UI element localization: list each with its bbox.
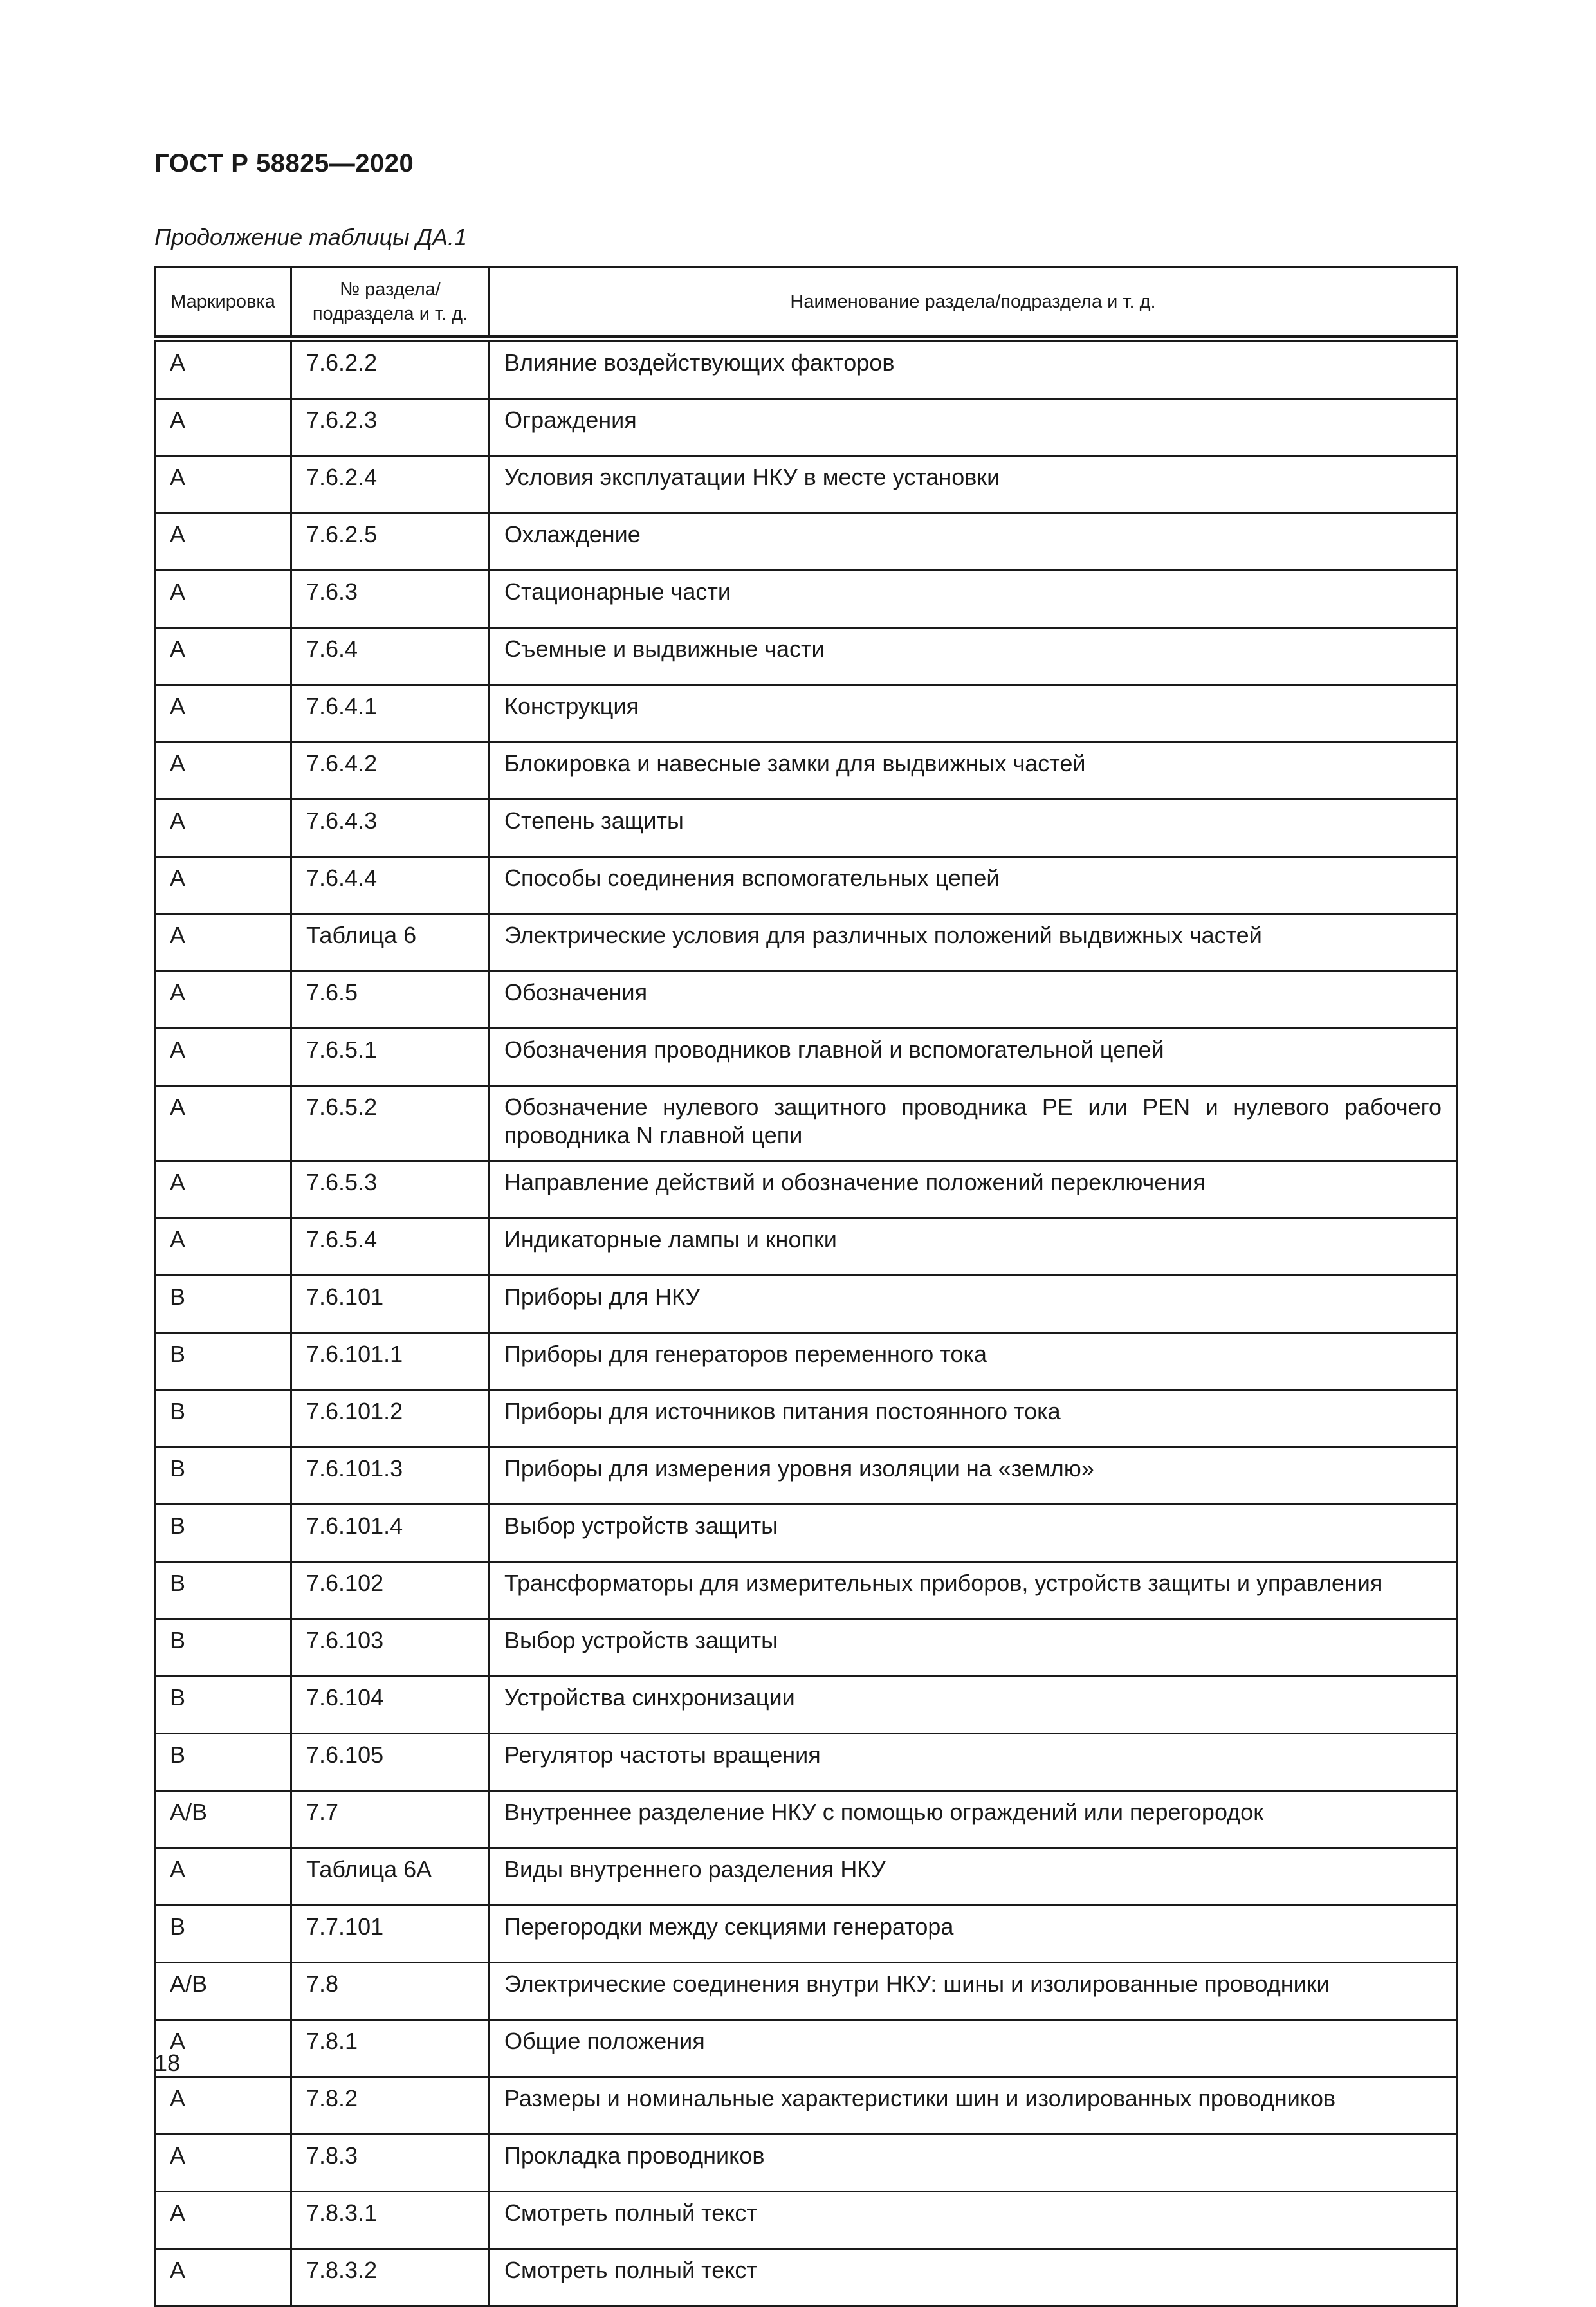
- marking-cell: B: [155, 1333, 291, 1390]
- table-row: [155, 1029, 1457, 1086]
- marking-cell: B: [155, 1276, 291, 1333]
- section-name-cell: Блокировка и навесные замки для выдвижных частей: [490, 742, 1457, 800]
- table-row: [155, 1161, 1457, 1218]
- section-name-cell: Размеры и номинальные характеристики шин и изолированных проводников: [490, 2077, 1457, 2135]
- table-row: [155, 513, 1457, 571]
- marking-cell: A: [155, 2135, 291, 2192]
- section-name-cell: Смотреть полный текст: [490, 2192, 1457, 2249]
- section-number-cell: Таблица 6А: [291, 1848, 490, 1906]
- table-row: [155, 1562, 1457, 1619]
- table-row: [155, 1677, 1457, 1734]
- marking-cell: B: [155, 1562, 291, 1619]
- table-row: [155, 1218, 1457, 1276]
- section-number-cell: 7.6.102: [291, 1562, 490, 1619]
- marking-cell: A: [155, 685, 291, 742]
- section-name-cell: Приборы для измерения уровня изоляции на «землю»: [490, 1448, 1457, 1505]
- section-name-cell: Электрические условия для различных положений выдвижных частей: [490, 914, 1457, 971]
- marking-cell: A: [155, 2020, 291, 2077]
- section-name-cell: Перегородки между секциями генератора: [490, 1906, 1457, 1963]
- marking-cell: B: [155, 1505, 291, 1562]
- marking-cell: A: [155, 399, 291, 456]
- section-name-cell: Индикаторные лампы и кнопки: [490, 1218, 1457, 1276]
- section-name-cell: Конструкция: [490, 685, 1457, 742]
- section-number-cell: 7.8.3.2: [291, 2249, 490, 2306]
- table-row: [155, 2077, 1457, 2135]
- section-number-cell: Таблица 6: [291, 914, 490, 971]
- section-number-cell: 7.8.3: [291, 2135, 490, 2192]
- table-row: [155, 1333, 1457, 1390]
- marking-cell: B: [155, 1390, 291, 1448]
- section-number-cell: 7.6.5.4: [291, 1218, 490, 1276]
- marking-cell: A: [155, 742, 291, 800]
- marking-cell: A/B: [155, 1791, 291, 1848]
- marking-cell: A: [155, 456, 291, 513]
- section-name-cell: Электрические соединения внутри НКУ: шины и изолированные проводники: [490, 1963, 1457, 2020]
- table-row: [155, 1276, 1457, 1333]
- section-name-cell: Трансформаторы для измерительных приборов, устройств защиты и управления: [490, 1562, 1457, 1619]
- table-row: [155, 2192, 1457, 2249]
- marking-cell: A: [155, 914, 291, 971]
- section-number-cell: 7.6.2.5: [291, 513, 490, 571]
- section-name-cell: Ограждения: [490, 399, 1457, 456]
- table-row: [155, 1791, 1457, 1848]
- section-number-cell: 7.6.101.4: [291, 1505, 490, 1562]
- marking-cell: A: [155, 1848, 291, 1906]
- section-number-cell: 7.8.2: [291, 2077, 490, 2135]
- section-number-cell: 7.6.5.1: [291, 1029, 490, 1086]
- table-row: [155, 1963, 1457, 2020]
- section-number-cell: 7.6.5.2: [291, 1086, 490, 1161]
- table-row: [155, 1505, 1457, 1562]
- section-number-cell: 7.6.3: [291, 571, 490, 628]
- section-name-cell: Приборы для источников питания постоянного тока: [490, 1390, 1457, 1448]
- section-number-cell: 7.6.101.1: [291, 1333, 490, 1390]
- marking-cell: A: [155, 857, 291, 914]
- table-row: [155, 1734, 1457, 1791]
- section-name-cell: Влияние воздействующих факторов: [490, 339, 1457, 399]
- section-name-cell: Выбор устройств защиты: [490, 1619, 1457, 1677]
- section-number-cell: 7.6.101.3: [291, 1448, 490, 1505]
- section-name-cell: Внутреннее разделение НКУ с помощью ограждений или перегородок: [490, 1791, 1457, 1848]
- section-name-cell: Регулятор частоты вращения: [490, 1734, 1457, 1791]
- section-name-cell: Стационарные части: [490, 571, 1457, 628]
- section-name-cell: Выбор устройств защиты: [490, 1505, 1457, 1562]
- marking-cell: A: [155, 2192, 291, 2249]
- marking-cell: A/B: [155, 1963, 291, 2020]
- section-number-cell: 7.6.4.2: [291, 742, 490, 800]
- table-row: [155, 1086, 1457, 1161]
- marking-cell: B: [155, 1677, 291, 1734]
- marking-cell: A: [155, 971, 291, 1029]
- header-section-name: Наименование раздела/подраздела и т. д.: [490, 268, 1457, 339]
- section-name-cell: Степень защиты: [490, 800, 1457, 857]
- section-number-cell: 7.6.101.2: [291, 1390, 490, 1448]
- section-name-cell: Условия эксплуатации НКУ в месте установки: [490, 456, 1457, 513]
- table-row: [155, 2020, 1457, 2077]
- table-row: [155, 628, 1457, 685]
- marking-cell: A: [155, 800, 291, 857]
- section-name-cell: Охлаждение: [490, 513, 1457, 571]
- marking-cell: B: [155, 1734, 291, 1791]
- section-number-cell: 7.8.3.1: [291, 2192, 490, 2249]
- marking-cell: A: [155, 2077, 291, 2135]
- table-body: [155, 339, 1457, 2306]
- section-name-cell: Приборы для генераторов переменного тока: [490, 1333, 1457, 1390]
- section-number-cell: 7.7.101: [291, 1906, 490, 1963]
- section-number-cell: 7.6.4.1: [291, 685, 490, 742]
- section-number-cell: 7.6.5: [291, 971, 490, 1029]
- section-number-cell: 7.8.1: [291, 2020, 490, 2077]
- table-row: [155, 2135, 1457, 2192]
- table-row: [155, 742, 1457, 800]
- marking-cell: A: [155, 1218, 291, 1276]
- marking-cell: B: [155, 1619, 291, 1677]
- section-name-cell: Устройства синхронизации: [490, 1677, 1457, 1734]
- section-number-cell: 7.6.4: [291, 628, 490, 685]
- section-number-cell: 7.6.105: [291, 1734, 490, 1791]
- sections-table: [154, 266, 1458, 2307]
- section-number-cell: 7.6.5.3: [291, 1161, 490, 1218]
- document-title: ГОСТ Р 58825—2020: [154, 149, 414, 178]
- section-name-cell: Виды внутреннего разделения НКУ: [490, 1848, 1457, 1906]
- marking-cell: A: [155, 1161, 291, 1218]
- marking-cell: B: [155, 1906, 291, 1963]
- marking-cell: A: [155, 1029, 291, 1086]
- table-row: [155, 914, 1457, 971]
- table-row: [155, 800, 1457, 857]
- table-row: [155, 971, 1457, 1029]
- section-number-cell: 7.6.101: [291, 1276, 490, 1333]
- section-number-cell: 7.6.104: [291, 1677, 490, 1734]
- section-number-cell: 7.6.2.4: [291, 456, 490, 513]
- section-name-cell: Обозначения: [490, 971, 1457, 1029]
- marking-cell: A: [155, 2249, 291, 2306]
- table-caption: Продолжение таблицы ДА.1: [154, 224, 468, 250]
- section-name-cell: Способы соединения вспомогательных цепей: [490, 857, 1457, 914]
- table-row: [155, 2249, 1457, 2306]
- section-name-cell: Съемные и выдвижные части: [490, 628, 1457, 685]
- section-number-cell: 7.6.103: [291, 1619, 490, 1677]
- page-number: 18: [154, 2050, 181, 2076]
- marking-cell: A: [155, 571, 291, 628]
- table-row: [155, 339, 1457, 399]
- table-row: [155, 1848, 1457, 1906]
- table-row: [155, 1448, 1457, 1505]
- marking-cell: B: [155, 1448, 291, 1505]
- header-marking: Маркировка: [155, 268, 291, 339]
- table-header-row: [155, 268, 1457, 339]
- section-number-cell: 7.6.4.4: [291, 857, 490, 914]
- section-number-cell: 7.6.2.2: [291, 339, 490, 399]
- section-number-cell: 7.6.2.3: [291, 399, 490, 456]
- section-name-cell: Обозначения проводников главной и вспомогательной цепей: [490, 1029, 1457, 1086]
- table-row: [155, 571, 1457, 628]
- marking-cell: A: [155, 339, 291, 399]
- table-row: [155, 399, 1457, 456]
- table-row: [155, 685, 1457, 742]
- marking-cell: A: [155, 628, 291, 685]
- section-name-cell: Прокладка проводников: [490, 2135, 1457, 2192]
- section-name-cell: Направление действий и обозначение положений переключения: [490, 1161, 1457, 1218]
- section-number-cell: 7.8: [291, 1963, 490, 2020]
- table-row: [155, 1619, 1457, 1677]
- table-row: [155, 857, 1457, 914]
- section-number-cell: 7.6.4.3: [291, 800, 490, 857]
- table-row: [155, 1390, 1457, 1448]
- section-name-cell: Приборы для НКУ: [490, 1276, 1457, 1333]
- section-name-cell: Обозначение нулевого защитного проводника PE или PEN и нулевого рабочего проводника N главной цепи: [490, 1086, 1457, 1161]
- table-row: [155, 1906, 1457, 1963]
- section-name-cell: Общие положения: [490, 2020, 1457, 2077]
- header-section-number: № раздела/ подраздела и т. д.: [291, 268, 490, 339]
- marking-cell: A: [155, 1086, 291, 1161]
- section-name-cell: Смотреть полный текст: [490, 2249, 1457, 2306]
- marking-cell: A: [155, 513, 291, 571]
- table-row: [155, 456, 1457, 513]
- section-number-cell: 7.7: [291, 1791, 490, 1848]
